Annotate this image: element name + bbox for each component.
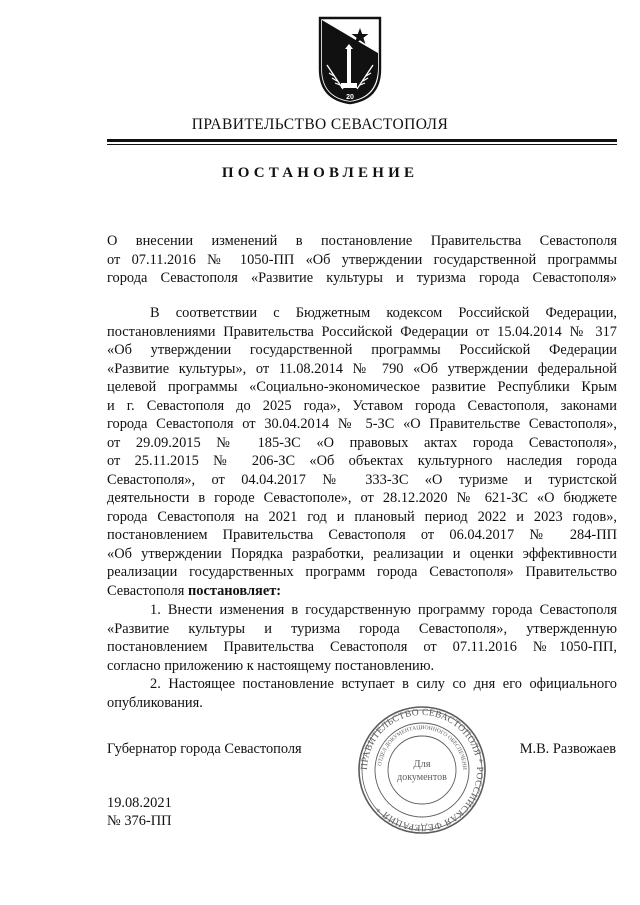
seal-center-line-2: документов: [397, 772, 447, 783]
preamble-line: реализации государственных программ города Севастополя» Правительство: [107, 564, 617, 580]
signer-name: М.В. Развожаев: [519, 741, 616, 757]
seal-center-line-1: Для: [413, 759, 431, 770]
preamble-final-text: Севастополя: [107, 582, 188, 599]
subject-line: города Севастополя «Развитие культуры и туризма города Севастополя»: [107, 270, 617, 286]
preamble-line: В соответствии с Бюджетным кодексом Российской Федерации,: [150, 305, 617, 321]
preamble-line: «Об утверждении Порядка разработки, реализации и оценки эффективности: [107, 545, 617, 562]
document-number: № 376-ПП: [107, 813, 172, 829]
seal-inner-textpath: ОТДЕЛ ДОКУМЕНТАЦИОННОГО ОБЕСПЕЧЕНИ: [377, 724, 468, 771]
coat-of-arms-icon: [317, 15, 383, 105]
item-2-line: 2. Настоящее постановление вступает в силу со дня его официального: [150, 676, 617, 692]
resolution-items: [107, 601, 617, 712]
preamble-final-line: [107, 582, 617, 601]
preamble-line: целевой программы «Социально-экономическое развитие Республики Крым: [107, 379, 617, 395]
government-title: ПРАВИТЕЛЬСТВО СЕВАСТОПОЛЯ: [191, 116, 449, 133]
item-1-line: согласно приложению к настоящему постановлению.: [107, 657, 435, 674]
emblem-number: 20: [346, 94, 354, 101]
preamble-line: Севастополя», от 04.04.2017 № 333-ЗС «О туризме и туристской: [107, 471, 617, 488]
document-type-heading: ПОСТАНОВЛЕНИЕ: [221, 165, 419, 181]
document-date: 19.08.2021: [107, 795, 172, 811]
signer-position: Губернатор города Севастополя: [107, 741, 302, 757]
preamble-line: постановлениями Правительства Российской Федерации от 15.04.2014 № 317: [107, 323, 617, 340]
preamble-line: «Развитие культуры», от 11.08.2014 № 790 «Об утверждении федеральной: [107, 360, 617, 377]
header-divider-thick: [107, 139, 617, 142]
subject-block: [107, 232, 617, 288]
preamble-line: и г. Севастополя до 2025 года», Уставом города Севастополя, законами: [107, 397, 617, 414]
preamble-line: города Севастополя от 30.04.2014 № 5-ЗС «О Правительстве Севастополя»,: [107, 416, 617, 432]
preamble-line: постановлением Правительства Севастополя от 06.04.2017 № 284-ПП: [107, 527, 617, 543]
resolves-keyword: постановляет:: [187, 582, 282, 599]
subject-line: от 07.11.2016 № 1050-ПП «Об утверждении государственной программы: [107, 251, 617, 268]
item-1-line: 1. Внести изменения в государственную программу города Севастополя: [150, 602, 617, 618]
preamble-line: от 29.09.2015 № 185-ЗС «О правовых актах города Севастополя»,: [107, 434, 617, 451]
item-1-line: «Развитие культуры и туризма города Севастополя», утвержденную: [107, 620, 617, 637]
preamble-paragraph: [107, 304, 617, 600]
preamble-line: города Севастополя на 2021 год и плановый период 2022 и 2023 годов»,: [107, 508, 617, 525]
preamble-line: «Об утверждении государственной программы Российской Федерации: [107, 342, 617, 358]
item-1-line: постановлением Правительства Севастополя от 07.11.2016 №1050-ПП,: [107, 639, 617, 655]
seal-ring-textpath: ПРАВИТЕЛЬСТВО СЕВАСТОПОЛЯ * РОССИЙСКАЯ ФЕДЕРАЦИЯ *: [359, 707, 485, 833]
preamble-line: от 25.11.2015 № 206-ЗС «Об объектах культурного наследия города: [107, 453, 617, 469]
official-seal-stamp: [356, 704, 488, 836]
preamble-line: деятельности в городе Севастополе», от 28.12.2020 № 621-ЗС «О бюджете: [107, 490, 617, 506]
item-2-line: опубликования.: [107, 694, 203, 711]
subject-line: О внесении изменений в постановление Правительства Севастополя: [107, 233, 617, 249]
header-divider-thin: [107, 144, 617, 145]
